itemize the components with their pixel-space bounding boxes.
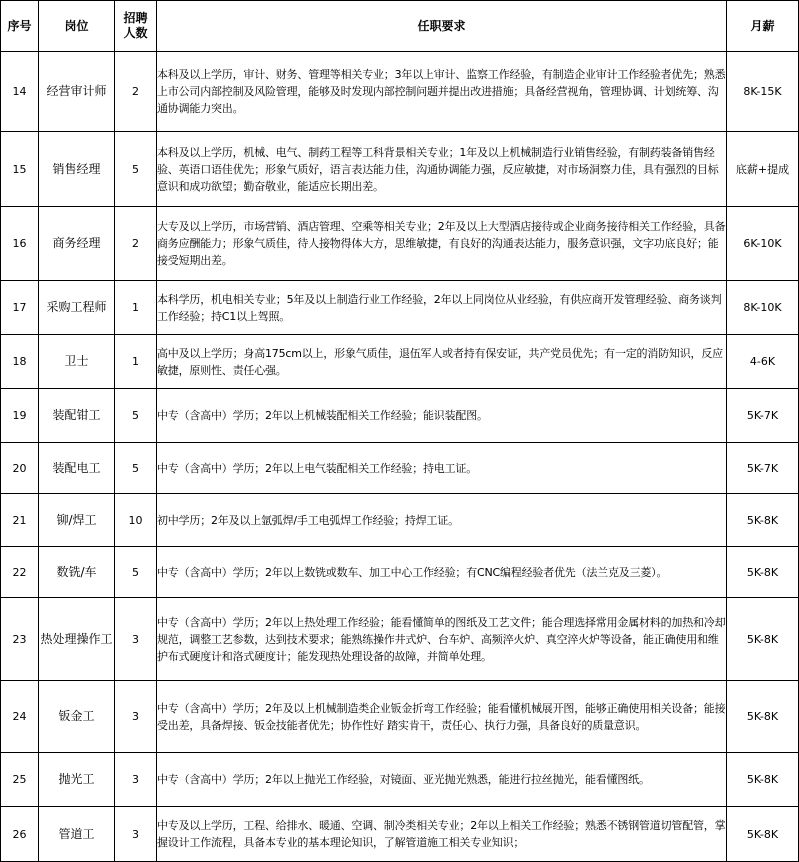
row-position: 热处理操作工 <box>39 598 115 681</box>
row-position: 数铣/车 <box>39 547 115 598</box>
row-salary: 5K-8K <box>727 547 799 598</box>
row-count: 1 <box>115 281 157 335</box>
row-requirements: 本科学历，机电相关专业；5年及以上制造行业工作经验，2年以上同岗位从业经验，有供应商开发管理经验、商务谈判工作经验；持C1以上驾照。 <box>157 281 727 335</box>
table-row <box>1 807 799 862</box>
row-count: 5 <box>115 389 157 443</box>
row-position: 装配电工 <box>39 443 115 494</box>
row-requirements: 中专（含高中）学历；2年以上电气装配相关工作经验；持电工证。 <box>157 443 727 494</box>
header-num: 序号 <box>1 1 39 52</box>
row-count: 2 <box>115 52 157 132</box>
row-requirements: 中专（含高中）学历；2年以上数铣或数车、加工中心工作经验；有CNC编程经验者优先（法兰克及三菱）。 <box>157 547 727 598</box>
row-position: 经营审计师 <box>39 52 115 132</box>
row-num: 21 <box>1 494 39 547</box>
row-salary: 5K-7K <box>727 389 799 443</box>
row-salary: 底薪+提成 <box>727 132 799 207</box>
row-count: 1 <box>115 335 157 389</box>
row-salary: 5K-8K <box>727 753 799 807</box>
row-count: 2 <box>115 207 157 281</box>
row-position: 装配钳工 <box>39 389 115 443</box>
row-position: 抛光工 <box>39 753 115 807</box>
row-count: 10 <box>115 494 157 547</box>
row-num: 15 <box>1 132 39 207</box>
header-requirements: 任职要求 <box>157 1 727 52</box>
row-position: 铆/焊工 <box>39 494 115 547</box>
row-requirements: 大专及以上学历，市场营销、酒店管理、空乘等相关专业；2年及以上大型酒店接待或企业商务接待相关工作经验，具备商务应酬能力；形象气质佳，待人接物得体大方，思维敏捷，有良好的沟通表达能力，服务意识强，文字功底良好；能接受短期出差。 <box>157 207 727 281</box>
row-requirements: 中专（含高中）学历；2年以上热处理工作经验；能看懂简单的图纸及工艺文件；能合理选择常用金属材料的加热和冷却规范，调整工艺参数，达到技术要求；能熟练操作井式炉、台车炉、高频淬火炉、真空淬火炉等设备，能正确使用和维护布式硬度计和洛式硬度计；能发现热处理设备的故障，并简单处理。 <box>157 598 727 681</box>
header-salary: 月薪 <box>727 1 799 52</box>
row-num: 26 <box>1 807 39 862</box>
row-num: 17 <box>1 281 39 335</box>
row-requirements: 本科及以上学历，审计、财务、管理等相关专业；3年以上审计、监察工作经验，有制造企业审计工作经验者优先；熟悉上市公司内部控制及风险管理，能够及时发现内部控制问题并提出改进措施；具备经营视角，管理协调、计划统筹、沟通协调能力突出。 <box>157 52 727 132</box>
row-count: 3 <box>115 807 157 862</box>
row-salary: 5K-8K <box>727 494 799 547</box>
row-position: 卫士 <box>39 335 115 389</box>
row-position: 商务经理 <box>39 207 115 281</box>
row-position: 采购工程师 <box>39 281 115 335</box>
table-row <box>1 281 799 335</box>
row-requirements: 中专（含高中）学历；2年及以上机械制造类企业钣金折弯工作经验；能看懂机械展开图，能够正确使用相关设备；能接受出差，具备焊接、钣金技能者优先；协作性好 踏实肯干，责任心、执行力强，具备良好的质量意识。 <box>157 681 727 753</box>
table-row <box>1 207 799 281</box>
row-num: 18 <box>1 335 39 389</box>
row-count: 5 <box>115 443 157 494</box>
row-num: 23 <box>1 598 39 681</box>
row-requirements: 高中及以上学历；身高175cm以上，形象气质佳，退伍军人或者持有保安证，共产党员优先；有一定的消防知识，反应敏捷，原则性、责任心强。 <box>157 335 727 389</box>
row-num: 20 <box>1 443 39 494</box>
row-count: 5 <box>115 547 157 598</box>
table-row <box>1 494 799 547</box>
row-salary: 5K-8K <box>727 807 799 862</box>
table-row <box>1 389 799 443</box>
table-row <box>1 443 799 494</box>
row-num: 14 <box>1 52 39 132</box>
row-salary: 6K-10K <box>727 207 799 281</box>
row-requirements: 初中学历；2年及以上氩弧焊/手工电弧焊工作经验；持焊工证。 <box>157 494 727 547</box>
row-count: 3 <box>115 753 157 807</box>
row-salary: 4-6K <box>727 335 799 389</box>
header-count: 招聘人数 <box>115 1 157 52</box>
row-position: 管道工 <box>39 807 115 862</box>
table-row <box>1 681 799 753</box>
table-row <box>1 335 799 389</box>
row-salary: 5K-8K <box>727 681 799 753</box>
row-position: 销售经理 <box>39 132 115 207</box>
row-requirements: 中专及以上学历，工程、给排水、暖通、空调、制冷类相关专业；2年以上相关工作经验；熟悉不锈钢管道切管配管，掌握设计工作流程，具备本专业的基本理论知识，了解管道施工相关专业知识； <box>157 807 727 862</box>
row-position: 钣金工 <box>39 681 115 753</box>
table-row <box>1 547 799 598</box>
row-requirements: 本科及以上学历，机械、电气、制药工程等工科背景相关专业；1年及以上机械制造行业销售经验，有制药装备销售经验、英语口语佳优先；形象气质好，语言表达能力佳，沟通协调能力强，反应敏捷，对市场洞察力佳，具有强烈的目标意识和成功欲望；勤奋敬业，能适应长期出差。 <box>157 132 727 207</box>
row-num: 24 <box>1 681 39 753</box>
header-position: 岗位 <box>39 1 115 52</box>
table-row <box>1 753 799 807</box>
row-requirements: 中专（含高中）学历；2年以上机械装配相关工作经验；能识装配图。 <box>157 389 727 443</box>
row-num: 16 <box>1 207 39 281</box>
header-row <box>1 1 799 52</box>
row-num: 22 <box>1 547 39 598</box>
table-row <box>1 52 799 132</box>
row-salary: 5K-7K <box>727 443 799 494</box>
table-row <box>1 598 799 681</box>
row-num: 25 <box>1 753 39 807</box>
row-salary: 8K-15K <box>727 52 799 132</box>
row-count: 5 <box>115 132 157 207</box>
row-num: 19 <box>1 389 39 443</box>
row-salary: 5K-8K <box>727 598 799 681</box>
row-salary: 8K-10K <box>727 281 799 335</box>
table-row <box>1 132 799 207</box>
row-count: 3 <box>115 681 157 753</box>
row-count: 3 <box>115 598 157 681</box>
row-requirements: 中专（含高中）学历；2年以上抛光工作经验，对镜面、亚光抛光熟悉，能进行拉丝抛光，能看懂图纸。 <box>157 753 727 807</box>
